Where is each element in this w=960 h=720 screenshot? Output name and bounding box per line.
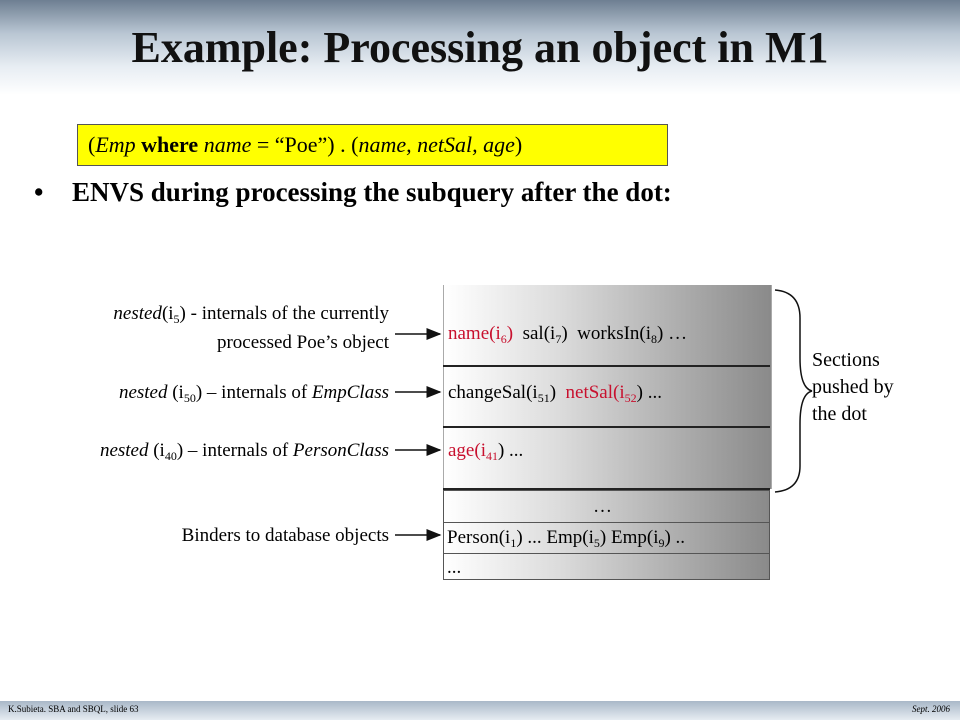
binder-changesal: $changeSal(i_{51})$ xyxy=(448,382,557,405)
query-fields: name, netSal, age xyxy=(358,132,515,157)
brace-icon xyxy=(775,290,812,492)
label-binders-database: Binders to database objects xyxy=(181,525,389,546)
label-nested-i50: nested $(i_{50})$ – internals of EmpClass xyxy=(118,382,389,405)
binder-age-end: ) ... xyxy=(497,440,524,461)
query-where: where xyxy=(141,132,199,157)
stack-ellipsis: … xyxy=(593,496,612,517)
binder-name: $name(i_6)$ xyxy=(448,323,514,346)
binder-worksin: $worksIn(i_8)$ … xyxy=(577,323,688,346)
footer-date: Sept. 2006 xyxy=(912,704,950,714)
footer-bar xyxy=(0,701,960,720)
query-close-paren: ) xyxy=(514,132,523,157)
bullet-text: ENVS during processing the subquery after the dot: xyxy=(72,177,672,207)
binder-netsal-end: ) ... xyxy=(636,382,662,403)
binder-sal: $sal(i_7)$ xyxy=(522,323,568,346)
query-open-paren: ( xyxy=(88,132,96,157)
label-nested-i40: nested $(i_{40})$ – internals of PersonClass xyxy=(99,440,389,463)
query-emp: Emp xyxy=(95,132,136,157)
query-equals-poe: = “Poe”) . ( xyxy=(251,132,359,157)
label-nested-i5-line2: processed Poe’s object xyxy=(216,332,389,353)
stack-bottom-ellipsis: ... xyxy=(447,557,462,578)
footer-author: K.Subieta. SBA and SBQL, slide 63 xyxy=(8,704,139,714)
sections-note: Sections pushed by the dot xyxy=(812,349,894,425)
bullet-marker: • xyxy=(34,177,44,207)
stack-section-database: $Person(i_1)$ ... $Emp(i_5)$ $Emp(i_9)$ .. xyxy=(447,527,686,550)
slide-title: Example: Processing an object in M1 xyxy=(131,23,829,72)
query-name: name xyxy=(203,132,252,157)
label-nested-i5: $nested(i_5)$ - internals of the currently xyxy=(113,303,389,326)
binder-age: $age(i_{41}$ xyxy=(448,440,498,463)
binder-netsal: $netSal(i_{52}$ xyxy=(565,382,637,405)
